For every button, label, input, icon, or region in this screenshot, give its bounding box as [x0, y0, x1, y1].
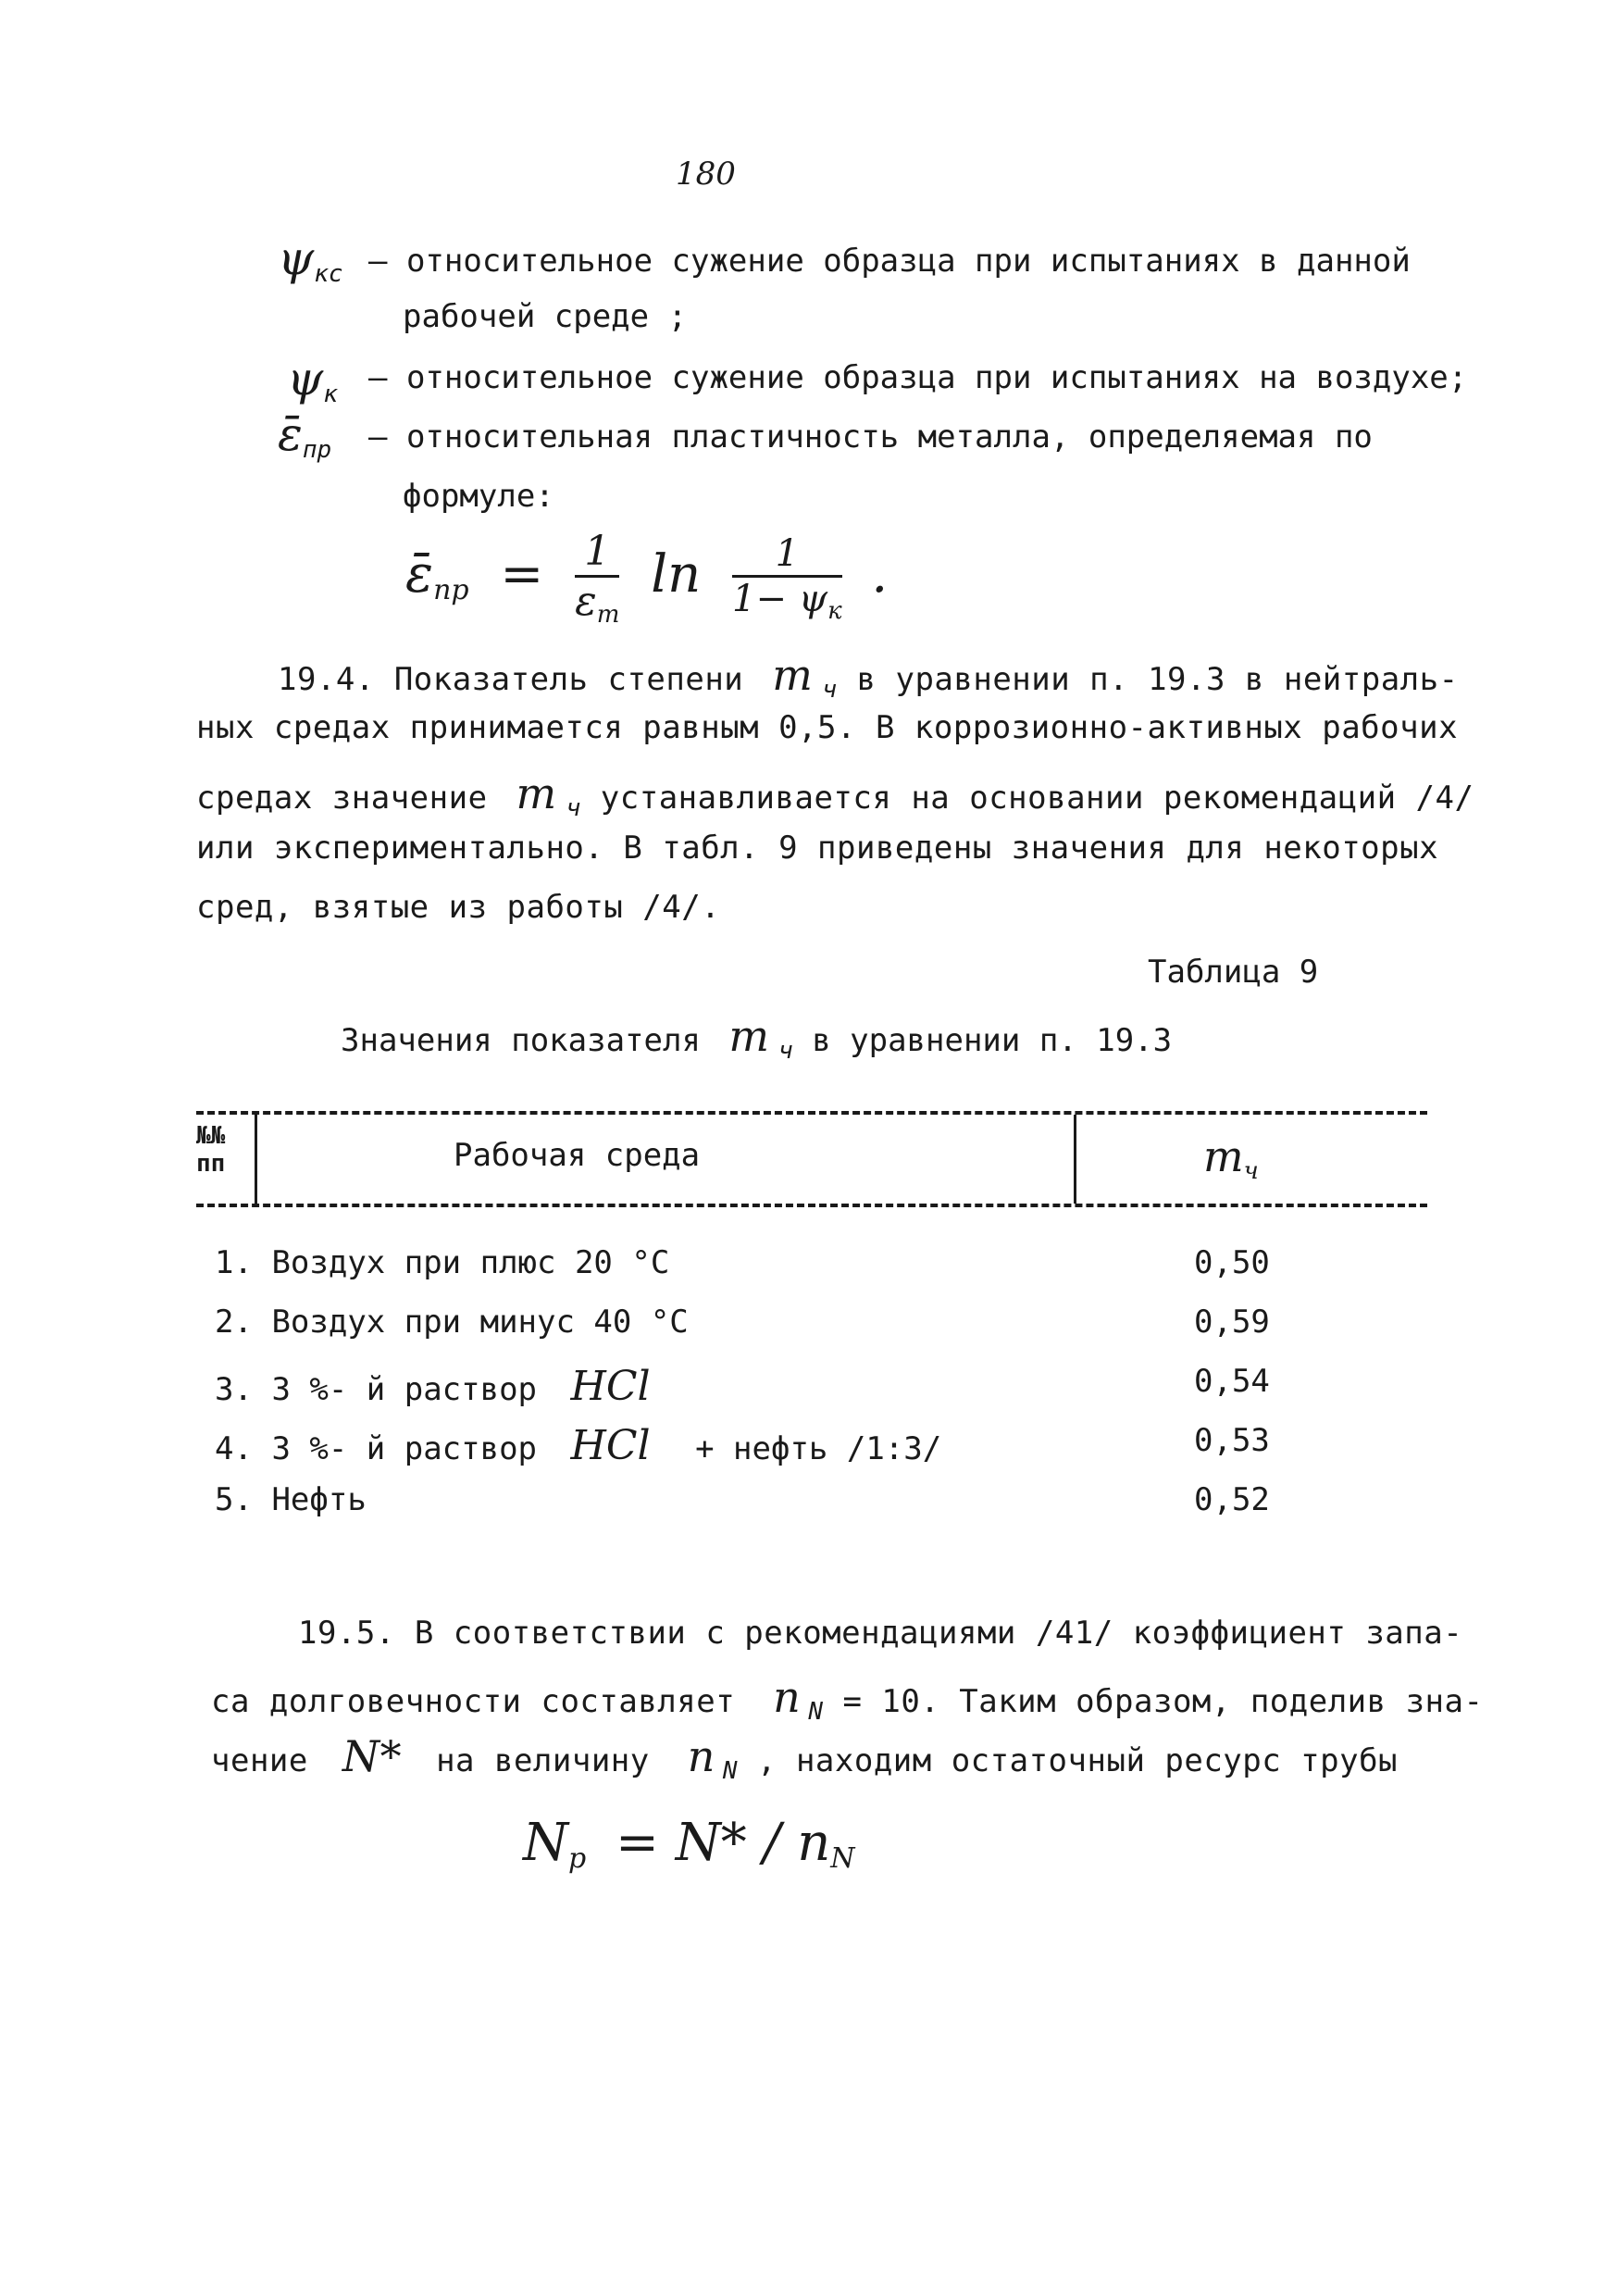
table-header-m: $m_ч$	[1203, 1131, 1259, 1185]
table-row: 3. 3 %- й раствор HCl	[215, 1363, 651, 1410]
table-row: 1. Воздух при плюс 20 °С	[215, 1244, 670, 1281]
formula-residual-resource: $N_р = N* / n_N$	[523, 1813, 855, 1875]
table-header-num: №№ пп	[196, 1122, 226, 1178]
para-19-4-line: сред, взятые из работы /4/.	[196, 889, 721, 926]
table-value: 0,59	[1194, 1304, 1270, 1341]
psi-symbol: ψ	[278, 231, 315, 285]
table-row: 5. Нефть	[215, 1481, 367, 1518]
fraction: $\frac{1}{\varepsilon_т}$	[575, 528, 620, 629]
para-19-5-line: са долговечности составляет n $_N$ = 10. Таким образом, поделив зна-	[211, 1672, 1484, 1726]
table-caption: Значения показателя m $_ч$ в уравнении п. 19.3	[341, 1011, 1173, 1065]
para-19-4-line: или экспериментально. В табл. 9 приведены значения для некоторых	[196, 830, 1439, 867]
table-value: 0,53	[1194, 1422, 1270, 1459]
para-19-4-line: 19.4. Показатель степени m $_ч$ в уравнении п. 19.3 в нейтраль-	[278, 650, 1459, 704]
definition-text: – относительная пластичность металла, определяемая по	[368, 418, 1373, 455]
definition-text: – относительное сужение образца при испытаниях в данной	[368, 243, 1411, 280]
table-value: 0,54	[1194, 1363, 1270, 1400]
table-row: 2. Воздух при минус 40 °С	[215, 1304, 689, 1341]
table-value: 0,52	[1194, 1481, 1270, 1518]
table-col-divider	[1074, 1115, 1076, 1204]
definition-eps-pr: $\varepsilon̄_{пр}$	[278, 407, 332, 464]
definition-text: формуле:	[403, 478, 554, 515]
para-19-5-line: чение N* на величину n $_N$ , находим остаточный ресурс трубы	[211, 1731, 1399, 1785]
table-row: 4. 3 %- й раствор HCl + нефть /1:3/	[215, 1422, 942, 1469]
para-19-4-line: средах значение m $_ч$ устанавливается на основании рекомендаций /4/	[196, 768, 1474, 822]
table-rule-top	[196, 1111, 1427, 1115]
table-value: 0,50	[1194, 1244, 1270, 1281]
para-19-5-line: 19.5. В соответствии с рекомендациями /41/ коэффициент запа-	[298, 1615, 1463, 1652]
table-col-divider	[255, 1115, 257, 1204]
formula-plasticity: $\varepsilon̄_{пр}$ = $\frac{1}{\varepsilon_т}$ ln $\frac{1}{1- \psi_к}$ .	[405, 528, 889, 629]
definition-text: – относительное сужение образца при испытаниях на воздухе;	[368, 359, 1468, 396]
definition-psi-ks: $\psi_{кс}$	[278, 231, 343, 288]
definition-psi-k: $\psi_к$	[287, 352, 338, 408]
table-label: Таблица 9	[1148, 954, 1319, 991]
table-rule-bottom	[196, 1204, 1427, 1207]
page-number: 180	[676, 156, 736, 193]
table-header-env: Рабочая среда	[454, 1137, 701, 1174]
definition-text: рабочей среде ;	[403, 298, 688, 335]
fraction: $\frac{1}{1- \psi_к}$	[732, 531, 842, 625]
para-19-4-line: ных средах принимается равным 0,5. В коррозионно-активных рабочих	[196, 709, 1459, 746]
